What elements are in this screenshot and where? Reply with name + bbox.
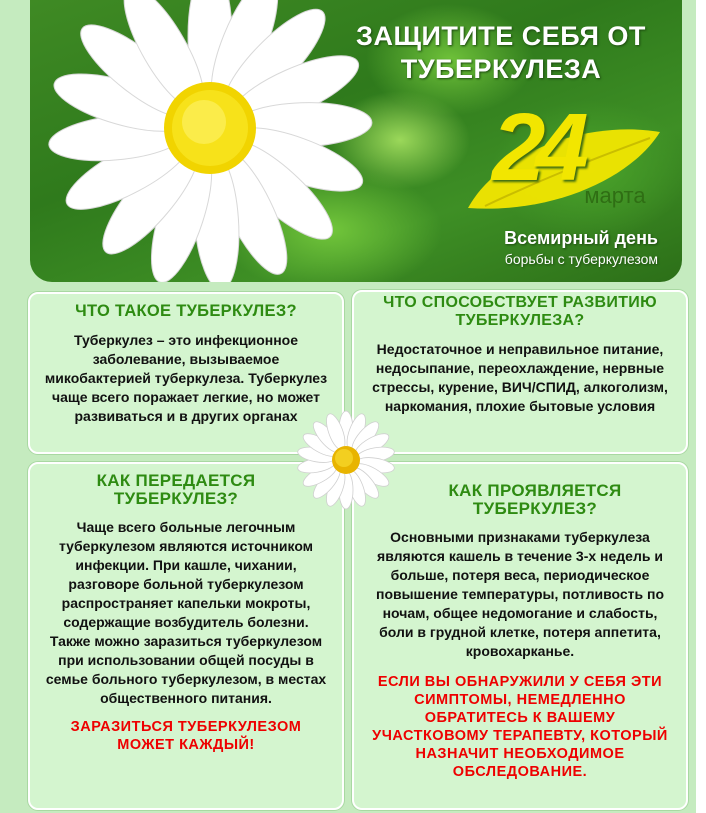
section-causes [352,290,688,454]
event-name: Всемирный день [504,228,658,248]
section-text: Чаще всего больные легочным туберкулезом являются источником инфекции. При кашле, чихании, разговоре больной туберкулезом распространяет капельки мокроты, содержащие возбудитель болезни. Также можно заразиться туберкулезом при использовании общей посуды в семье больного туберкулезом, в местах общественного питания. [45,519,327,706]
section-heading: КАК ПРОЯВЛЯЕТСЯ ТУБЕРКУЛЕЗ? [448,481,622,518]
section-symptoms [352,462,688,810]
header-banner [30,0,682,282]
section-transmission [28,462,344,810]
date-month: марта [584,183,646,208]
section-heading: ЧТО СПОСОБСТВУЕТ РАЗВИТИЮ ТУБЕРКУЛЕЗА? [383,294,657,329]
section-heading: КАК ПЕРЕДАЕТСЯ ТУБЕРКУЛЕЗ? [96,471,256,508]
date-number: 24 [492,94,579,201]
alert-text: ЗАРАЗИТЬСЯ ТУБЕРКУЛЕЗОМ МОЖЕТ КАЖДЫЙ! [70,719,302,753]
section-text: Туберкулез – это инфекционное заболевание, вызываемое микобактерией туберкулеза. Туберкулез чаще всего поражает легкие, но может развиваться и в других органах [44,332,328,424]
section-text: Основными признаками туберкулеза являются кашель в течение 3-х недель и больше, потеря веса, периодическое повышение температуры, потливость по ночам, общее недомогание и слабость, боли в грудной клетке, потеря аппетита, кровохарканье. [375,529,665,659]
section-text: Недостаточное и неправильное питание, недосыпание, переохлаждение, нервные стрессы, курение, ВИЧ/СПИД, алкоголизм, наркомания, плохие бытовые условия [372,341,668,414]
section-heading: ЧТО ТАКОЕ ТУБЕРКУЛЕЗ? [75,302,297,320]
banner-title: ЗАЩИТИТЕ СЕБЯ ОТ ТУБЕРКУЛЕЗА [356,21,646,84]
small-daisy-icon [296,410,396,510]
alert-text: ЕСЛИ ВЫ ОБНАРУЖИЛИ У СЕБЯ ЭТИ СИМПТОМЫ, НЕМЕДЛЕННО ОБРАТИТЕСЬ К ВАШЕМУ УЧАСТКОВОМУ ТЕРАПЕВТУ, КОТОРЫЙ НАЗНАЧИТ НЕОБХОДИМОЕ ОБСЛЕДОВАНИЕ. [372,674,668,780]
event-subtitle: борьбы с туберкулезом [504,251,658,267]
